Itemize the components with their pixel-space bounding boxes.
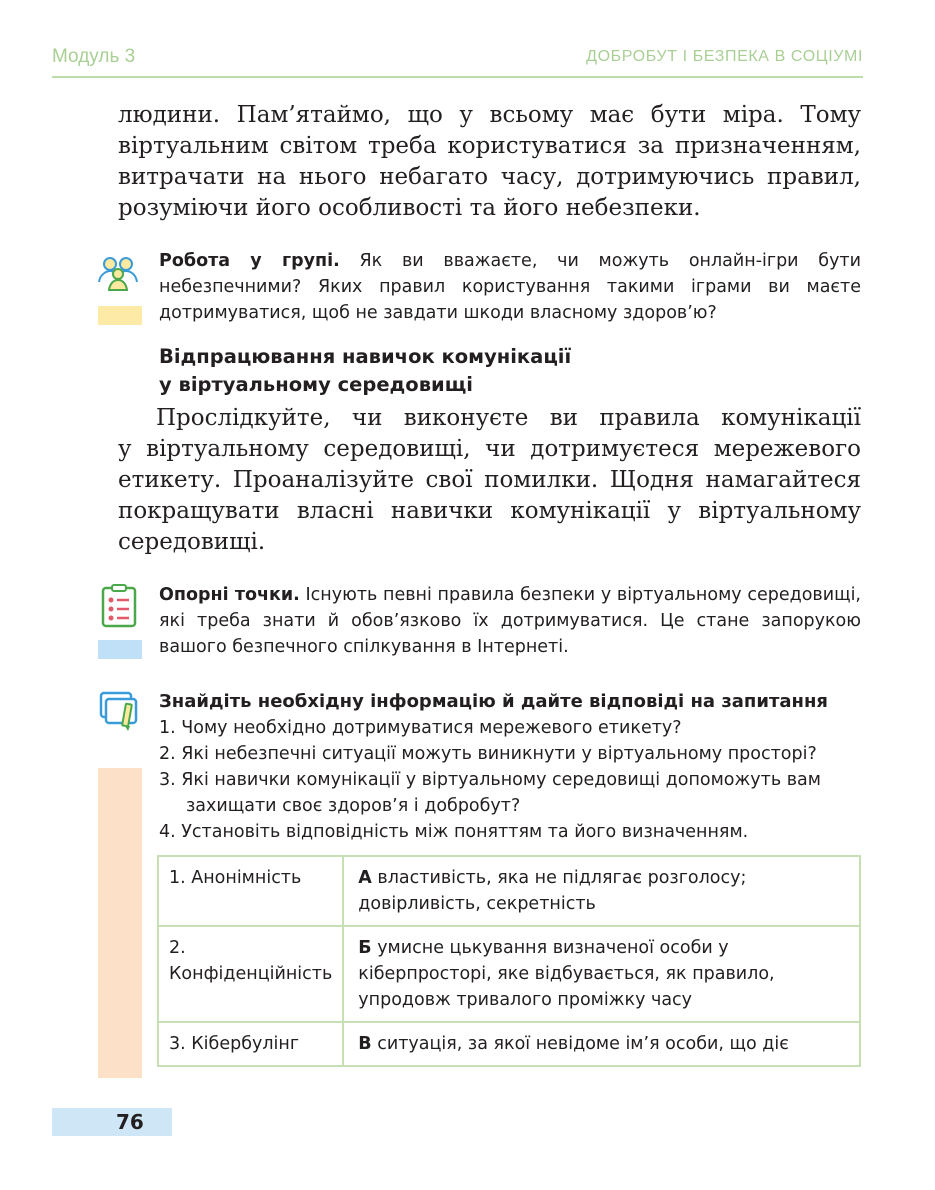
- key-points-title: Опорні точки.: [159, 585, 300, 605]
- definition-text: умисне цькування визначеної особи у кіберпросторі, яке відбувається, як правило, упродовж тривалого проміжку часу: [358, 938, 775, 1010]
- skills-heading: [159, 343, 859, 399]
- term-cell: 2. Конфіденційність: [158, 926, 343, 1022]
- question-item: 1. Чому необхідно дотримуватися мережевого етикету?: [159, 718, 682, 738]
- definition-text: ситуація, за якої невідоме ім’я особи, що діє: [377, 1034, 789, 1054]
- questions-list: [159, 689, 869, 845]
- key-points-body: Існують певні правила безпеки у віртуальному середовищі, які треба знати й обов’язково їх дотримуватися. Це стане запорукою вашого безпечного спілкування в Інтернеті.: [159, 585, 861, 657]
- term-cell: 1. Анонімність: [158, 856, 343, 926]
- skills-line: етикету. Проаналізуйте свої помилки. Щодня намагайтеся: [118, 467, 861, 493]
- page-number: 76: [116, 1110, 144, 1134]
- question-item: 4. Установіть відповідність між поняттям та його визначенням.: [159, 822, 749, 842]
- definition-cell: [343, 926, 860, 1022]
- term-cell: 3. Кібербулінг: [158, 1022, 343, 1066]
- module-label: Модуль 3: [52, 46, 136, 67]
- definition-letter: В: [358, 1034, 372, 1054]
- intro-paragraph: [118, 100, 861, 224]
- intro-line: людини. Пам’ятаймо, що у всьому має бути міра. Тому: [118, 102, 861, 128]
- question-item-continuation: захищати своє здоров’я і добробут?: [186, 796, 521, 816]
- key-points-color-bar: [98, 640, 142, 659]
- definition-letter: Б: [358, 938, 372, 958]
- question-item: 3. Які навички комунікації у віртуальному середовищі допоможуть вам: [159, 770, 821, 790]
- question-item: 2. Які небезпечні ситуації можуть виникнути у віртуальному просторі?: [159, 744, 817, 764]
- questions-title: Знайдіть необхідну інформацію й дайте відповіді на запитання: [159, 691, 828, 712]
- skills-line: у віртуальному середовищі, чи дотримуєтеся мережевого: [118, 436, 861, 462]
- definition-text: властивість, яка не підлягає розголосу; довірливість, секретність: [358, 868, 747, 914]
- checklist-icon: [101, 584, 137, 632]
- skills-heading-line: Відпрацювання навичок комунікації: [159, 345, 572, 368]
- group-work-title: Робота у групі.: [159, 251, 340, 271]
- intro-line: витрачати на нього небагато часу, дотримуючись правил,: [118, 164, 861, 190]
- skills-line: Прослідкуйте, чи виконуєте ви правила комунікації: [156, 405, 861, 431]
- group-work-body: Як ви вважаєте, чи можуть онлайн-ігри бути небезпечними? Яких правил користування такими іграми ви маєте дотримуватися, щоб не завдати шкоди власному здоров’ю?: [159, 251, 861, 323]
- group-work-text: [159, 248, 861, 326]
- group-work-color-bar: [98, 306, 142, 325]
- definition-letter: А: [358, 868, 372, 888]
- skills-paragraph: [118, 403, 861, 558]
- table-row: [158, 856, 860, 926]
- questions-color-bar: [98, 768, 142, 1078]
- matching-table: [157, 855, 861, 1067]
- intro-line: розуміючи його особливості та його небезпеки.: [118, 195, 701, 221]
- skills-line: середовищі.: [118, 529, 266, 555]
- table-row: [158, 1022, 860, 1066]
- skills-line: покращувати власні навички комунікації у віртуальному: [118, 498, 861, 524]
- definition-cell: [343, 856, 860, 926]
- section-title: ДОБРОБУТ І БЕЗПЕКА В СОЦІУМІ: [586, 48, 863, 65]
- intro-line: віртуальним світом треба користуватися за призначенням,: [118, 133, 861, 159]
- group-people-icon: [97, 252, 139, 296]
- skills-heading-line: у віртуальному середовищі: [159, 373, 473, 396]
- tablet-pencil-icon: [98, 690, 142, 736]
- header-divider: [52, 76, 863, 78]
- page-number-bar: [52, 1108, 172, 1136]
- key-points-text: [159, 582, 861, 660]
- definition-cell: [343, 1022, 860, 1066]
- table-row: [158, 926, 860, 1022]
